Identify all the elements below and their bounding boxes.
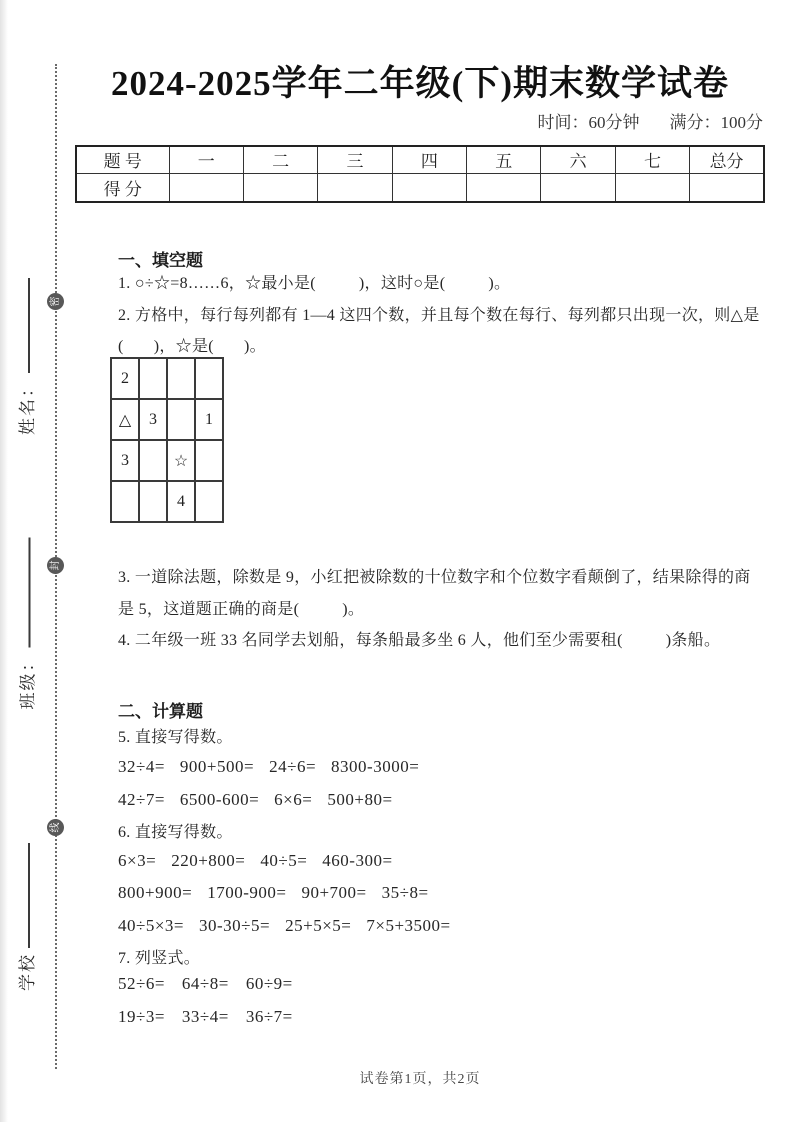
q7-row-2: [118, 1007, 293, 1027]
grid-row: [111, 440, 223, 481]
column-label: 四: [392, 146, 466, 173]
grid-cell: [111, 481, 139, 522]
score-cell: [318, 173, 392, 202]
seal-stamp-mi: 密: [47, 293, 64, 310]
grid-cell: [195, 440, 223, 481]
column-label: 一: [169, 146, 243, 173]
grid-cell: △: [111, 399, 139, 440]
expression: 30-30÷5=: [199, 916, 271, 935]
q5-row-1: [118, 757, 419, 777]
score-cell: [541, 173, 615, 202]
scan-edge-artifact: [0, 0, 8, 1122]
grid-cell: [195, 358, 223, 399]
name-label: 姓名：: [18, 378, 37, 435]
score-cell: [690, 173, 764, 202]
column-label: 三: [318, 146, 392, 173]
expression: 6×6=: [274, 790, 313, 809]
score-cell: [243, 173, 317, 202]
grid-cell: [139, 440, 167, 481]
expression: 33÷4=: [181, 1007, 229, 1026]
school-blank-line: [28, 843, 30, 948]
score-summary-table: [75, 145, 765, 203]
expression: 90+700=: [301, 883, 367, 902]
class-blank-line: [29, 538, 31, 648]
expression: 64÷8=: [181, 974, 229, 993]
column-label: 六: [541, 146, 615, 173]
expression: 7×5+3500=: [366, 916, 451, 935]
grid-cell: 4: [167, 481, 195, 522]
q6-row-2: [118, 883, 429, 903]
column-label: 七: [615, 146, 689, 173]
question-2-line2: ( )，☆是( )。: [118, 338, 266, 355]
expression: 460-300=: [322, 851, 393, 870]
seal-stamp-feng: 封: [47, 557, 64, 574]
score-cell: [392, 173, 466, 202]
seal-stamp-xian: 线: [47, 819, 64, 836]
expression: 900+500=: [179, 757, 255, 776]
expression: 42÷7=: [118, 790, 165, 809]
question-1: 1. ○÷☆=8……6，☆最小是( )，这时○是( )。: [118, 275, 511, 292]
exam-meta: [538, 108, 764, 133]
expression: 500+80=: [327, 790, 393, 809]
school-label: 学校: [18, 953, 37, 991]
expression: 6500-600=: [179, 790, 260, 809]
q6-row-3: [118, 916, 451, 936]
score-cell: [467, 173, 541, 202]
q7-row-1: [118, 974, 293, 994]
question-3-line1: 3. 一道除法题，除数是 9，小红把被除数的十位数字和个位数字看颠倒了，结果除得的商: [118, 569, 751, 586]
page-footer: 试卷第1页，共2页: [359, 1072, 481, 1087]
seal-field-school: [17, 841, 39, 991]
expression: 40÷5=: [260, 851, 308, 870]
question-5-label: 5. 直接写得数。: [118, 729, 233, 746]
q6-row-1: [118, 851, 393, 871]
name-blank-line: [28, 278, 30, 373]
expression: 6×3=: [118, 851, 157, 870]
expression: 60÷9=: [245, 974, 293, 993]
question-7-label: 7. 列竖式。: [118, 950, 201, 967]
question-2-line1: 2. 方格中，每行每列都有 1—4 这四个数，并且每个数在每行、每列都只出现一次，则△是: [118, 307, 760, 324]
grid-cell: [139, 358, 167, 399]
exam-time: 时间：60分钟: [537, 113, 640, 132]
grid-row: [111, 399, 223, 440]
grid-cell: [167, 358, 195, 399]
grid-cell: 3: [111, 440, 139, 481]
grid-cell: 3: [139, 399, 167, 440]
seal-field-class: [18, 545, 40, 710]
question-number-row: [76, 146, 764, 173]
grid-row: [111, 358, 223, 399]
grid-cell: [195, 481, 223, 522]
column-label: 五: [467, 146, 541, 173]
class-label: 班级：: [18, 652, 38, 710]
score-header: 得 分: [76, 173, 169, 202]
score-row: [76, 173, 764, 202]
expression: 36÷7=: [245, 1007, 293, 1026]
expression: 8300-3000=: [331, 757, 420, 776]
question-6-label: 6. 直接写得数。: [118, 824, 233, 841]
expression: 32÷4=: [118, 757, 165, 776]
grid-row: [111, 481, 223, 522]
score-cell: [615, 173, 689, 202]
grid-cell: ☆: [167, 440, 195, 481]
expression: 25+5×5=: [285, 916, 352, 935]
section1-heading: 一、填空题: [118, 251, 203, 270]
expression: 52÷6=: [118, 974, 165, 993]
score-cell: [169, 173, 243, 202]
expression: 220+800=: [171, 851, 246, 870]
grid-cell: 2: [111, 358, 139, 399]
expression: 19÷3=: [118, 1007, 165, 1026]
grid-cell: [167, 399, 195, 440]
question-3-line2: 是 5，这道题正确的商是( )。: [118, 601, 365, 618]
expression: 40÷5×3=: [118, 916, 185, 935]
number-puzzle-grid: [110, 357, 224, 523]
exam-full-score: 满分：100分: [669, 113, 763, 132]
expression: 800+900=: [118, 883, 193, 902]
q5-row-2: [118, 790, 393, 810]
main-content: [75, 0, 765, 1122]
column-label: 二: [243, 146, 317, 173]
question-4: 4. 二年级一班 33 名同学去划船，每条船最多坐 6 人，他们至少需要租( )条船。: [118, 632, 721, 649]
expression: 35÷8=: [381, 883, 429, 902]
question-number-header: 题 号: [76, 146, 169, 173]
grid-cell: [139, 481, 167, 522]
section2-heading: 二、计算题: [118, 702, 203, 721]
grid-cell: 1: [195, 399, 223, 440]
exam-title: 2024-2025学年二年级(下)期末数学试卷: [111, 64, 729, 103]
seal-field-name: [17, 285, 39, 435]
column-label: 总分: [690, 146, 764, 173]
expression: 1700-900=: [207, 883, 287, 902]
expression: 24÷6=: [269, 757, 317, 776]
